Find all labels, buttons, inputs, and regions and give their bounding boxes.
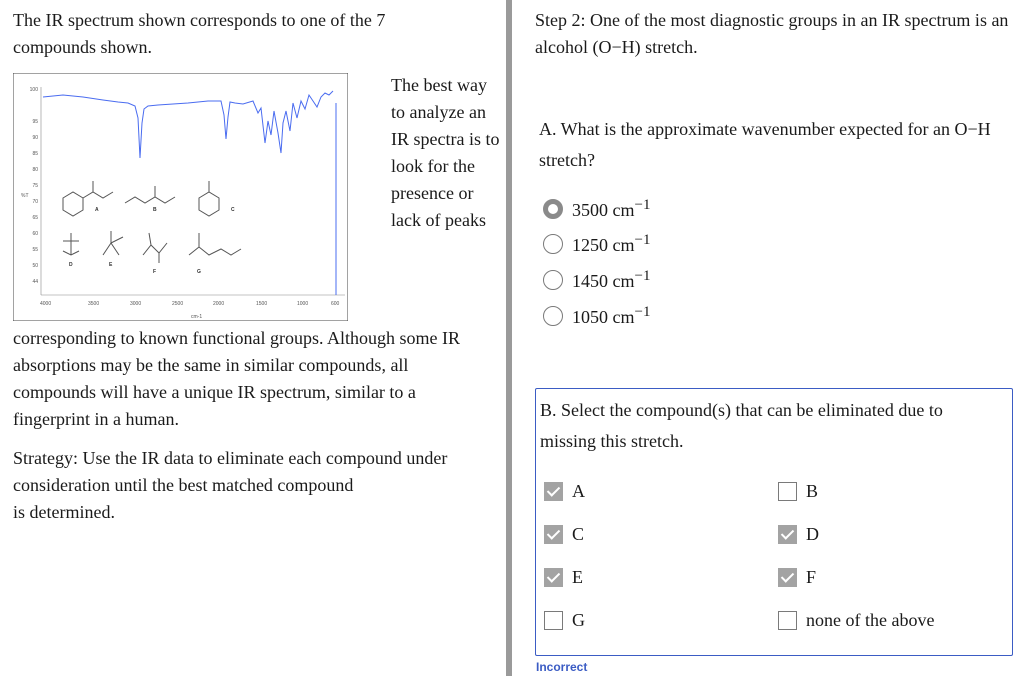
checkbox-checked-icon[interactable] <box>778 568 797 587</box>
compound-label: F <box>153 269 157 275</box>
checkbox-d[interactable] <box>778 523 819 545</box>
x-tick: 4000 <box>40 301 52 307</box>
left-panel <box>0 0 506 676</box>
question-b: B. Select the compound(s) that can be eliminated due to missing this stretch. <box>540 400 943 451</box>
checkbox-checked-icon[interactable] <box>544 482 563 501</box>
y-tick: 95 <box>32 119 38 125</box>
status-text: Incorrect <box>536 660 588 674</box>
strategy-line: consideration until the best matched compound <box>13 475 354 495</box>
y-tick: 75 <box>32 183 38 189</box>
radio-icon[interactable] <box>543 270 563 290</box>
checkbox-label: F <box>806 566 817 587</box>
checkbox-checked-icon[interactable] <box>778 525 797 544</box>
x-axis-label: cm-1 <box>191 314 203 320</box>
strategy-line: Strategy: Use the IR data to eliminate each compound under <box>13 448 448 468</box>
checkbox-label: none of the above <box>806 609 935 630</box>
x-tick: 2000 <box>213 301 225 307</box>
strategy-text <box>13 445 493 526</box>
question-b-box <box>535 388 1013 656</box>
y-tick: 50 <box>32 263 38 269</box>
compound-label: G <box>197 269 201 275</box>
x-tick: 1000 <box>297 301 309 307</box>
checkbox-label: B <box>806 480 819 501</box>
right-panel <box>512 0 1024 676</box>
checkbox-e[interactable] <box>544 566 583 588</box>
y-tick: 80 <box>32 167 38 173</box>
strategy-line: is determined. <box>13 502 115 522</box>
compound-label: C <box>231 207 235 213</box>
checkbox-f[interactable] <box>778 566 816 588</box>
question-a: A. What is the approximate wavenumber expected for an O−H stretch? <box>539 119 991 170</box>
radio-icon[interactable] <box>543 306 563 326</box>
continued-text: corresponding to known functional groups. Although some IR absorptions may be the same in similar compounds, all compounds will have a unique IR spectrum, similar to a fingerprint in a human. <box>13 328 460 429</box>
radio-option-1250[interactable] <box>543 231 650 257</box>
checkbox-label: A <box>572 480 585 501</box>
compound-label: E <box>109 262 113 268</box>
checkbox-icon[interactable] <box>778 482 797 501</box>
checkbox-a[interactable] <box>544 480 585 502</box>
y-tick: 85 <box>32 151 38 157</box>
compound-label: B <box>153 207 157 213</box>
checkbox-label: G <box>572 609 585 630</box>
x-tick: 2500 <box>172 301 184 307</box>
step-2-text: Step 2: One of the most diagnostic groups in an IR spectrum is an alcohol (O−H) stretch. <box>535 10 1009 57</box>
radio-option-1050[interactable] <box>543 303 650 329</box>
checkbox-label: D <box>806 523 819 544</box>
ir-spectrum-svg <box>13 73 348 321</box>
checkbox-icon[interactable] <box>778 611 797 630</box>
checkbox-none-of-the-above[interactable] <box>778 609 934 631</box>
checkbox-c[interactable] <box>544 523 584 545</box>
checkbox-g[interactable] <box>544 609 585 631</box>
side-text: The best way to analyze an IR spectra is to look for the presence or lack of peaks <box>391 75 500 230</box>
radio-selected-icon[interactable] <box>543 199 563 219</box>
checkbox-b[interactable] <box>778 480 818 502</box>
y-tick: 44 <box>32 279 38 285</box>
x-tick: 3500 <box>88 301 100 307</box>
checkbox-label: C <box>572 523 585 544</box>
option-label: 1250 $cm^{-1}$ <box>572 232 651 255</box>
option-label: 1450 $cm^{-1}$ <box>572 268 651 291</box>
y-tick: 55 <box>32 247 38 253</box>
radio-option-1450[interactable] <box>543 267 650 293</box>
y-axis-label: %T <box>21 193 29 199</box>
option-label: 1050 $cm^{-1}$ <box>572 304 651 327</box>
y-tick: 65 <box>32 215 38 221</box>
checkbox-label: E <box>572 566 583 587</box>
ir-spectrum-figure <box>13 73 348 321</box>
radio-option-3500[interactable] <box>543 196 650 222</box>
radio-icon[interactable] <box>543 234 563 254</box>
y-tick: 60 <box>32 231 38 237</box>
x-tick: 600 <box>331 301 340 307</box>
checkbox-checked-icon[interactable] <box>544 568 563 587</box>
x-tick: 1500 <box>256 301 268 307</box>
checkbox-checked-icon[interactable] <box>544 525 563 544</box>
y-tick: 70 <box>32 199 38 205</box>
y-tick: 90 <box>32 135 38 141</box>
compound-label: D <box>69 262 73 268</box>
option-label: 3500 $cm^{-1}$ <box>572 197 651 220</box>
x-tick: 3000 <box>130 301 142 307</box>
y-tick: 100 <box>29 87 38 93</box>
compound-label: A <box>95 207 99 213</box>
checkbox-icon[interactable] <box>544 611 563 630</box>
intro-text: The IR spectrum shown corresponds to one of the 7 compounds shown. <box>13 10 386 57</box>
